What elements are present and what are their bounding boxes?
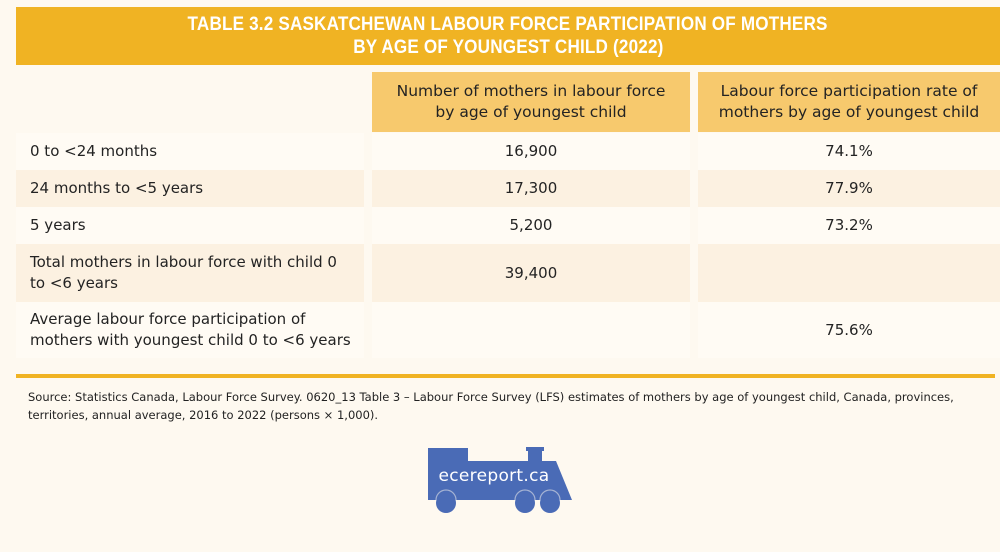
table-title-line-1: TABLE 3.2 SASKATCHEWAN LABOUR FORCE PARTICIPATION OF MOTHERS <box>187 14 829 35</box>
row-rate <box>698 244 1000 302</box>
row-count <box>372 302 690 358</box>
row-rate: 74.1% <box>698 133 1000 170</box>
row-count: 5,200 <box>372 207 690 244</box>
column-header-rate: Labour force participation rate of mothers by age of youngest child <box>698 72 1000 132</box>
column-header-count: Number of mothers in labour force by age of youngest child <box>372 72 690 132</box>
divider-rule <box>16 374 995 378</box>
row-label: 5 years <box>16 207 364 244</box>
row-label: 0 to <24 months <box>16 133 364 170</box>
row-label: 24 months to <5 years <box>16 170 364 207</box>
row-label: Total mothers in labour force with child 0 to <6 years <box>16 244 364 302</box>
row-rate: 75.6% <box>698 302 1000 358</box>
row-count: 39,400 <box>372 244 690 302</box>
source-note: Source: Statistics Canada, Labour Force Survey. 0620_13 Table 3 – Labour Force Survey (LFS) estimates of mothers by age of youngest child, Canada, provinces, territories, annual average, 2016 to 2022 (persons × 1,000). <box>28 390 954 422</box>
table-title-banner <box>16 7 1000 65</box>
row-rate: 77.9% <box>698 170 1000 207</box>
row-label: Average labour force participation of mothers with youngest child 0 to <6 years <box>16 302 364 358</box>
logo-text: ecereport.ca <box>438 466 550 486</box>
row-count: 16,900 <box>372 133 690 170</box>
row-rate: 73.2% <box>698 207 1000 244</box>
table-title-line-2: BY AGE OF YOUNGEST CHILD (2022) <box>352 37 664 58</box>
row-count: 17,300 <box>372 170 690 207</box>
